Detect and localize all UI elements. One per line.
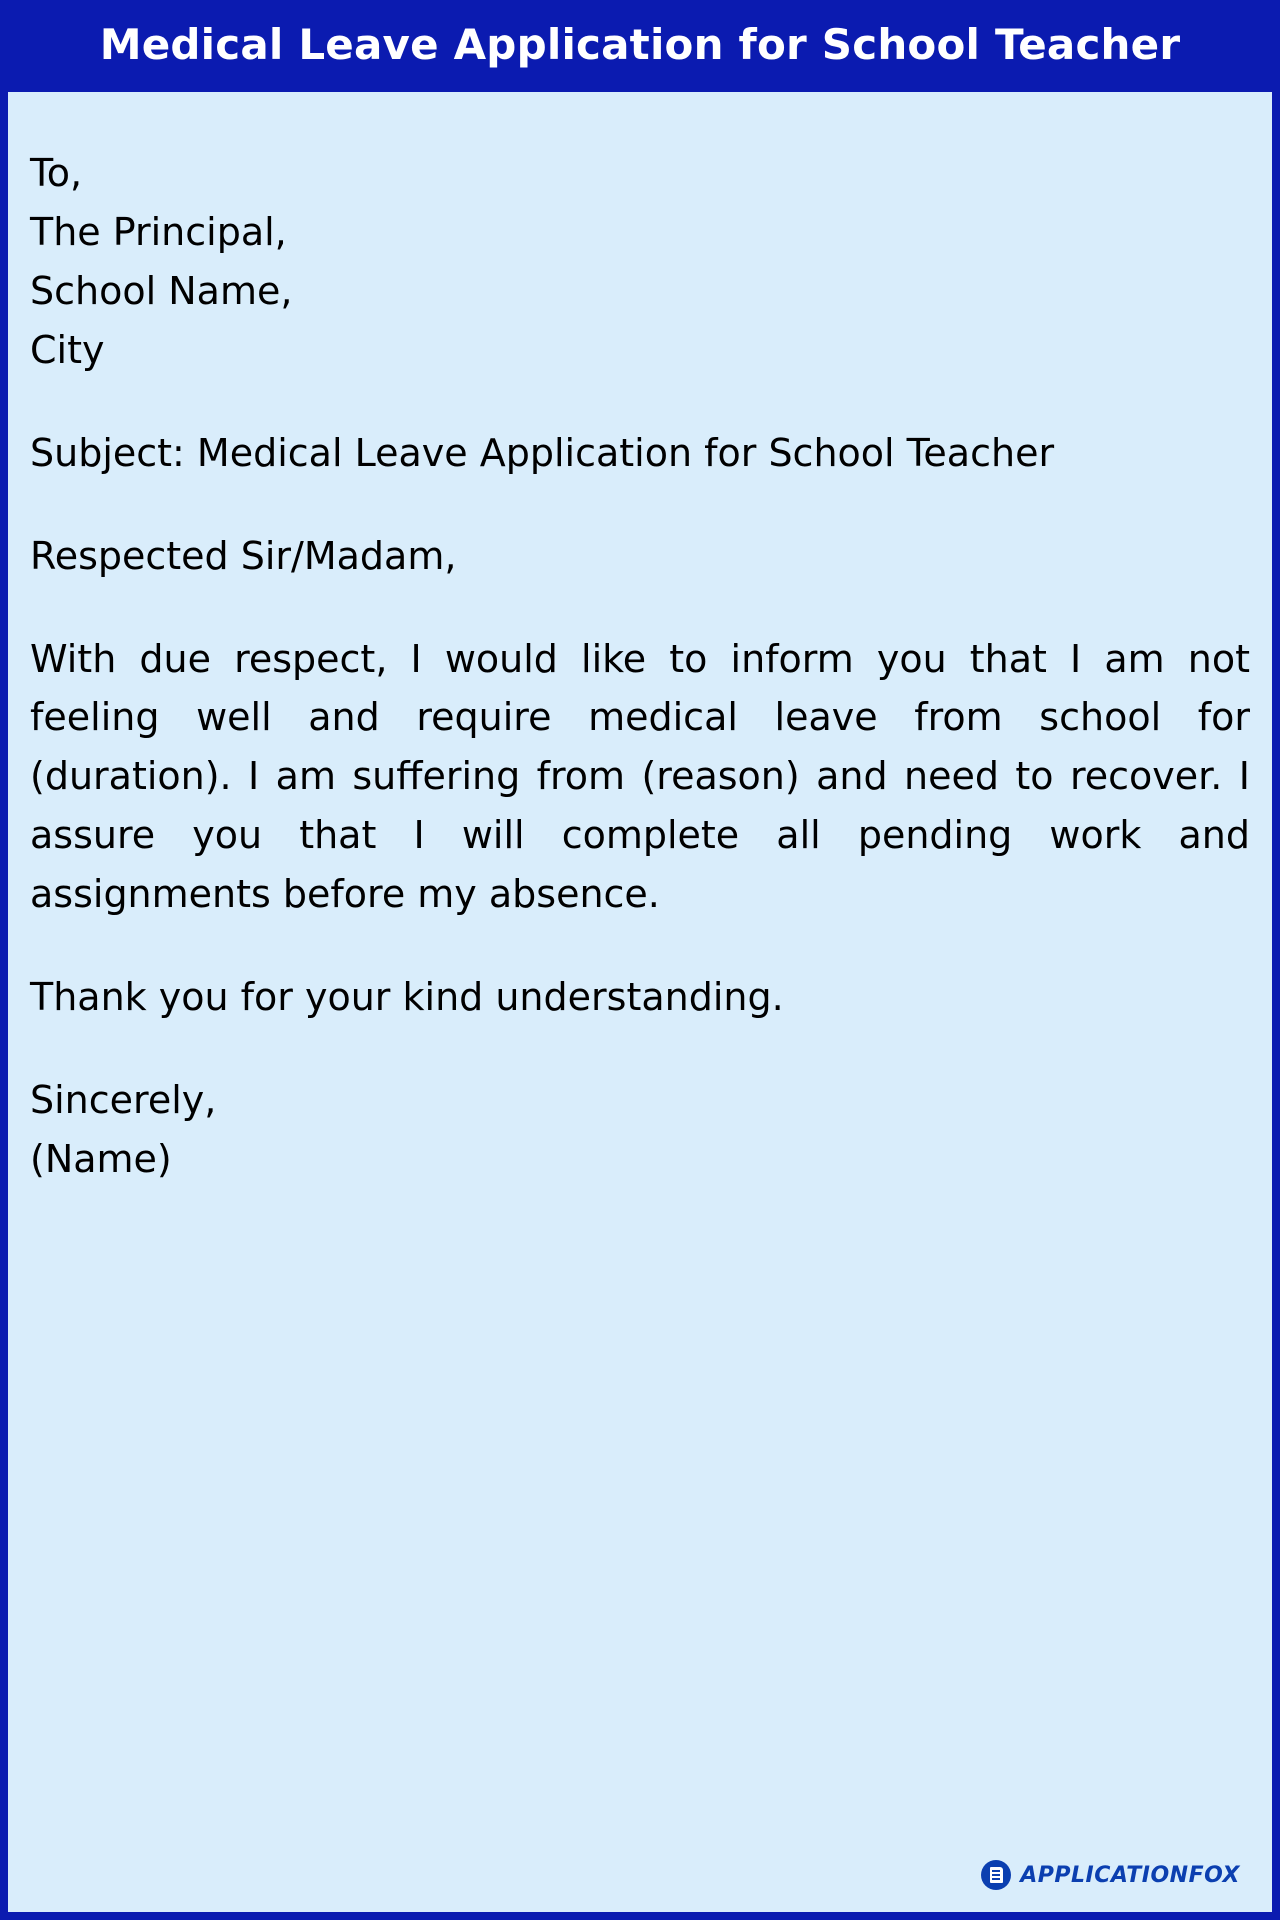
closing-line-1: Sincerely, — [30, 1077, 217, 1122]
closing-line-2: (Name) — [30, 1136, 172, 1181]
address-line-2: The Principal, — [30, 210, 287, 255]
brand-name — [1020, 1863, 1240, 1888]
address-block — [30, 144, 1250, 380]
letter-content — [28, 144, 1252, 1188]
brand-logo — [981, 1860, 1240, 1890]
body-paragraph: With due respect, I would like to inform you that I am not feeling well and require medical leave from school for (duration). I am suffering from (reason) and need to recover. I assure you that I will complete all pending work and assignments before my absence. — [30, 636, 1250, 917]
document-badge-icon — [981, 1860, 1011, 1890]
subject-line: Subject: Medical Leave Application for School Teacher — [30, 430, 1055, 475]
salutation: Respected Sir/Madam, — [30, 533, 457, 578]
brand-name-secondary: FOX — [1188, 1862, 1240, 1888]
page-title: Medical Leave Application for School Teacher — [8, 0, 1272, 92]
thanks-line: Thank you for your kind understanding. — [30, 974, 784, 1019]
footer — [28, 1860, 1252, 1912]
address-line-1: To, — [30, 151, 83, 196]
address-line-3: School Name, — [30, 268, 293, 313]
brand-name-primary: APPLICATION — [1020, 1862, 1189, 1888]
address-line-4: City — [30, 327, 105, 372]
closing-block — [30, 1071, 1250, 1189]
letter-body — [8, 92, 1272, 1912]
